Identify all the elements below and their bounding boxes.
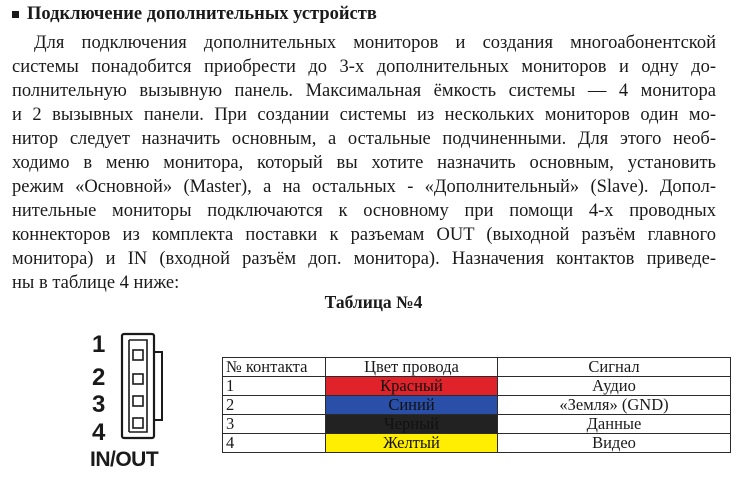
wire-color: Синий (326, 396, 498, 415)
contact-number: 1 (223, 377, 326, 396)
contact-number: 2 (223, 396, 326, 415)
contacts-table (222, 357, 731, 453)
wire-color: Желтый (326, 434, 498, 453)
contact-number: 4 (223, 434, 326, 453)
connector-icon (118, 330, 168, 445)
pin-number: 3 (92, 391, 106, 418)
pin-number: 1 (92, 331, 106, 358)
table-title: Таблица №4 (324, 292, 423, 312)
paragraph-line: полнительную вызывную панель. Максимальная ёмкость системы — 4 монитора (12, 81, 716, 101)
paragraph-line: Для подключения дополнительных мониторов и создания многоабонентской (34, 33, 716, 53)
signal: «Земля» (GND) (498, 396, 731, 415)
paragraph-line: ходимо в меню монитора, который вы хотите назначить основным, установить (12, 153, 716, 173)
paragraph-line: режим «Основной» (Master), а на остальных - «Дополнительный» (Slave). Допол- (12, 177, 716, 197)
paragraph-line: нитор следует назначить основным, а остальные подчиненными. Для этого необ- (12, 129, 716, 149)
connector-label: IN/OUT (90, 448, 159, 471)
paragraph-line: нительные мониторы подключаются к основному при помощи 4-х проводных (12, 201, 716, 221)
paragraph-line: системы понадобится приобрести до 3-х дополнительных мониторов и одну до- (12, 57, 716, 77)
column-header: № контакта (223, 358, 326, 377)
bullet-icon (12, 11, 19, 18)
paragraph-line: коннекторов из комплекта поставки к разъемам OUT (выходной разъём главного (12, 225, 716, 245)
wire-color: Черный (326, 415, 498, 434)
column-header: Сигнал (498, 358, 731, 377)
table-row (223, 434, 731, 453)
paragraph-line: монитора) и IN (входной разъём доп. монитора). Назначения контактов приведе- (12, 249, 716, 269)
contact-number: 3 (223, 415, 326, 434)
connector-diagram (88, 330, 188, 480)
pin-number: 2 (92, 364, 106, 391)
section-heading-text: Подключение дополнительных устройств (27, 4, 377, 24)
signal: Данные (498, 415, 731, 434)
paragraph-line: и 2 вызывных панели. При создании системы из нескольких мониторов один мо- (12, 105, 716, 125)
signal: Видео (498, 434, 731, 453)
table-header-row (223, 358, 731, 377)
column-header: Цвет провода (326, 358, 498, 377)
table-row (223, 377, 731, 396)
wire-color: Красный (326, 377, 498, 396)
table-row (223, 415, 731, 434)
pin-number: 4 (92, 419, 106, 446)
paragraph-line: ны в таблице 4 ниже: (12, 273, 180, 293)
signal: Аудио (498, 377, 731, 396)
section-heading (12, 4, 377, 25)
table-row (223, 396, 731, 415)
